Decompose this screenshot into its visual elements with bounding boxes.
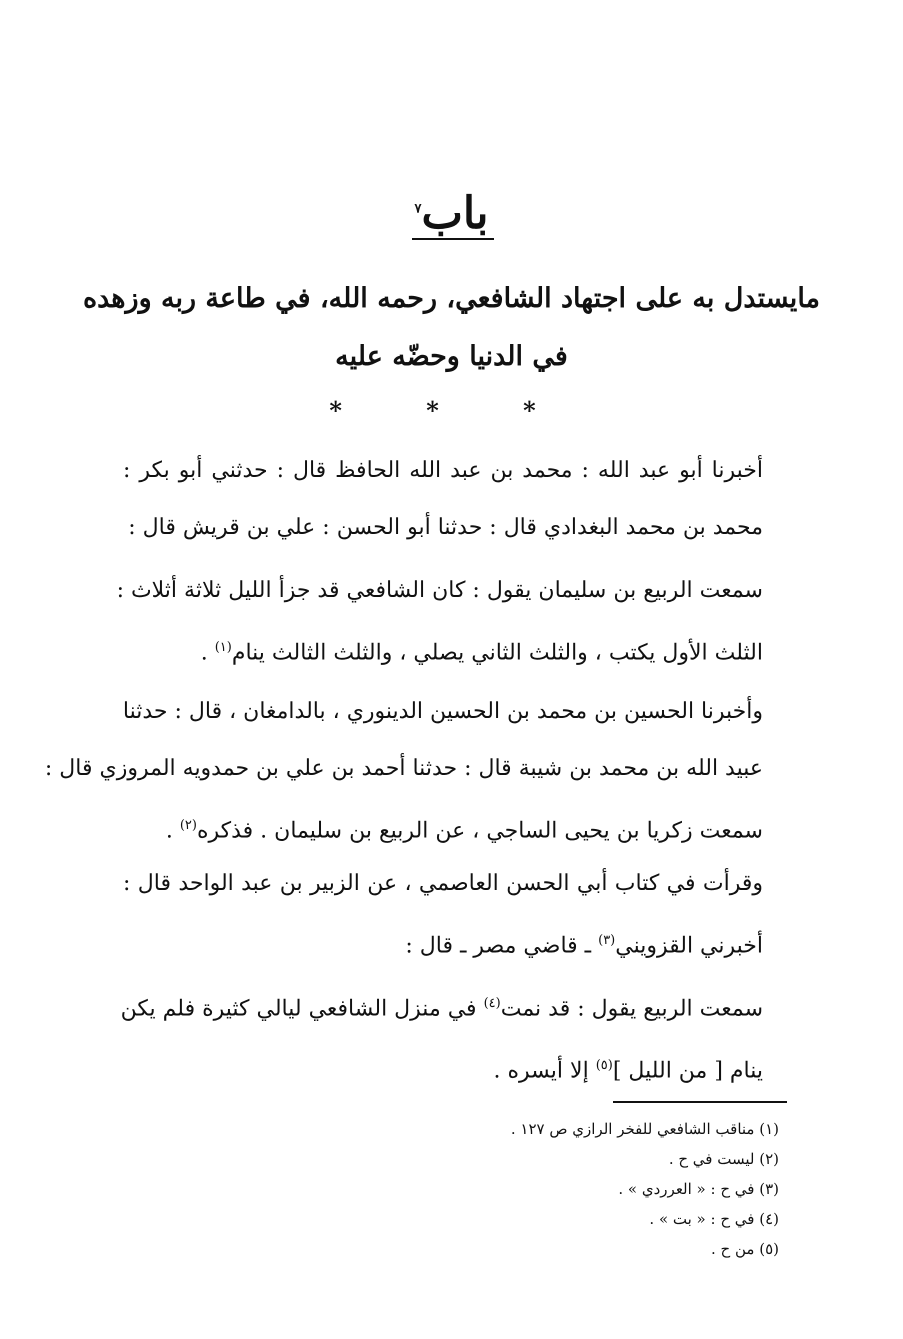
paragraph-3 xyxy=(44,683,763,859)
footnote-ref-3[interactable]: (٣) xyxy=(598,933,616,948)
paragraph-1 xyxy=(123,442,763,556)
footnote-5: (٥) من ح . xyxy=(711,1240,779,1258)
paragraph-text: سمعت الربيع يقول : قد نمت xyxy=(500,996,763,1022)
footnotes xyxy=(419,1114,779,1264)
paragraph-line-last xyxy=(123,1037,763,1099)
paragraph-tail: . xyxy=(165,818,180,844)
chapter-heading xyxy=(0,188,903,239)
footnote-4: (٤) في ح : « بت » . xyxy=(649,1210,779,1228)
paragraph-5 xyxy=(120,975,763,1100)
chapter-mark: ٧ xyxy=(414,201,422,217)
footnote-3: (٣) في ح : « العرردي » . xyxy=(618,1180,779,1198)
section-separator: * * * xyxy=(329,396,574,425)
footnote-ref-5[interactable]: (٥) xyxy=(595,1058,613,1074)
footnote-divider xyxy=(613,1101,787,1103)
paragraph-tail: ـ قاضي مصر ـ قال : xyxy=(405,933,599,959)
footnote-2: (٢) ليست في ح . xyxy=(668,1150,779,1168)
paragraph-line: وأخبرنا الحسين بن محمد بن الحسين الدينوري ، بالدامغان ، قال : حدثنا xyxy=(122,699,763,724)
paragraph-4 xyxy=(123,855,763,974)
paragraph-line-last xyxy=(123,912,763,974)
paragraph-line xyxy=(120,975,763,1037)
footnote-ref-1[interactable]: (١) xyxy=(214,640,232,655)
paragraph-line: وقرأت في كتاب أبي الحسن العاصمي ، عن الزبير بن عبد الواحد قال : xyxy=(123,871,763,896)
footnote-1: (١) مناقب الشافعي للفخر الرازي ص ١٢٧ . xyxy=(510,1120,779,1138)
paragraph-tail: . xyxy=(200,640,215,666)
paragraph-tail: إلا أيسره . xyxy=(493,1058,596,1084)
paragraph-line-last xyxy=(123,797,763,859)
chapter-word: باب xyxy=(421,188,489,239)
footnote-ref-2[interactable]: (٢) xyxy=(179,818,197,833)
paragraph-text: ينام [ من الليل ] xyxy=(612,1058,763,1084)
paragraph-line-last xyxy=(123,619,763,681)
chapter-underline xyxy=(412,238,494,240)
paragraph-line: محمد بن محمد البغدادي قال : حدثنا أبو الحسن : علي بن قريش قال : xyxy=(128,515,763,540)
chapter-title-line-1: مايستدل به على اجتهاد الشافعي، رحمه الله، في طاعة ربه وزهده xyxy=(82,283,821,314)
paragraph-2 xyxy=(116,562,763,681)
paragraph-line: أخبرنا أبو عبد الله : محمد بن عبد الله الحافظ قال : حدثني أبو بكر : xyxy=(123,458,763,483)
paragraph-text: الثلث الأول يكتب ، والثلث الثاني يصلي ، والثلث الثالث ينام xyxy=(231,640,763,666)
footnote-ref-4[interactable]: (٤) xyxy=(483,996,501,1011)
paragraph-text: أخبرني القزويني xyxy=(615,933,763,959)
paragraph-line: سمعت الربيع بن سليمان يقول : كان الشافعي قد جزأ الليل ثلاثة أثلاث : xyxy=(116,578,763,603)
chapter-title-line-2: في الدنيا وحضّه عليه xyxy=(335,341,568,372)
paragraph-line: عبيد الله بن محمد بن شيبة قال : حدثنا أحمد بن علي بن حمدويه المروزي قال : xyxy=(44,756,763,781)
paragraph-text: سمعت زكريا بن يحيى الساجي ، عن الربيع بن سليمان . فذكره xyxy=(196,818,763,844)
paragraph-tail: في منزل الشافعي ليالي كثيرة فلم يكن xyxy=(120,996,484,1022)
